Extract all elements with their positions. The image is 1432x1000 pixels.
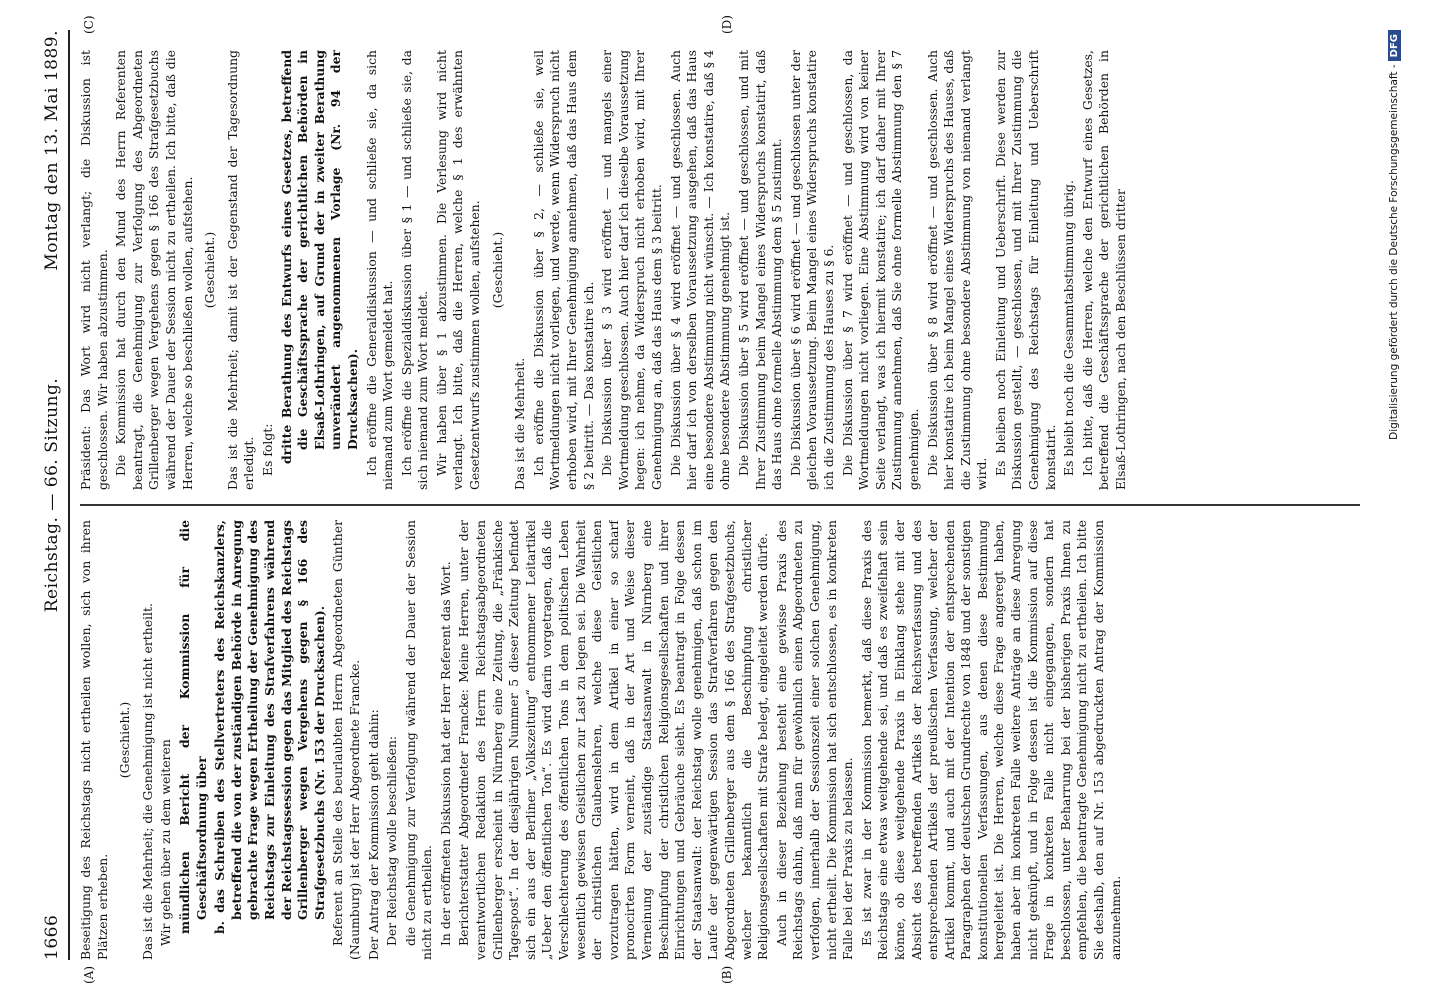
paragraph: Es folgt: [259, 423, 275, 476]
paragraph: Das ist die Mehrheit; damit ist der Gegenstand der Tagesordnung erledigt. [224, 50, 257, 490]
paragraph: Es bleibt noch die Gesammtabstimmung übrig. [1061, 180, 1077, 476]
margin-mark-b: (B) [720, 965, 734, 984]
paragraph: dritte Berathung des Entwurfs eines Gesetzes, betreffend die Geschäftssprache der gerichtlichen Behörden in Elsaß-Lothringen, auf Grund der in zweiter Berathung unverändert angenommenen Vorlage (Nr. 94 der Drucksachen). [278, 50, 360, 464]
paragraph: b. das Schreiben des Stellvertreters des Reichskanzlers, betreffend die von der zuständigen Behörde in Anregung gebrachte Frage wegen Ertheilung der Genehmigung des Reichstags zur Einleitung des Strafverfahrens während der Reichstagssession gegen das Mitglied des Reichstags Grillenberger wegen Vergehens gegen § 166 des Strafgesetzbuchs (Nr. 153 der Drucksachen). [212, 520, 327, 934]
page-number: 1666 [42, 914, 62, 960]
paragraph: Ich eröffne die Spezialdiskussion über § 1 — und schließe sie, da sich niemand zum Wort meldet. [398, 50, 431, 490]
left-column [78, 520, 1378, 960]
paragraph: Wir gehen über zu dem weiteren [158, 739, 174, 946]
paragraph: Das ist die Mehrheit; die Genehmigung ist nicht ertheilt. [139, 603, 155, 960]
paragraph: Ich eröffne die Generaldiskussion — und schließe sie, da sich niemand zum Wort gemeldet hat. [363, 50, 396, 490]
paragraph: die Genehmigung zur Verfolgung während der Dauer der Session nicht zu ertheilen. [402, 520, 435, 960]
paragraph: Die Kommission hat durch den Mund des Herrn Referenten beantragt, die Genehmigung zur Verfolgung des Abgeordneten Grillenberger wegen Vergehens gegen § 166 des Strafgesetzbuchs während der Dauer der Session nicht zu ertheilen. Ich bitte, daß die Herren, welche so beschließen wollen, aufstehen. [113, 50, 195, 490]
paragraph: Der Reichstag wolle beschließen: [384, 735, 400, 946]
paragraph: Die Diskussion über § 8 wird eröffnet — und geschlossen. Auch hier konstatire ich beim Mangel eines Widerspruchs des Hauses, daß die Zustimmung ohne besondere Abstimmung von niemand verlangt wird. [924, 50, 990, 490]
paragraph: Referent an Stelle des beurlaubten Herrn Abgeordneten Günther (Naumburg) ist der Herr Abgeordnete Francke. [330, 520, 362, 960]
paragraph: Ich eröffne die Diskussion über § 2, — schließe sie, weil Wortmeldungen nicht vorliegen, und werde, wenn Widerspruch nicht erhoben wird, mit Ihrer Genehmigung annehmen, daß das Haus dem § 2 beitritt. — Das konstatire ich. [530, 50, 596, 490]
right-column [78, 50, 1378, 490]
paragraph: Die Diskussion über § 4 wird eröffnet — und geschlossen. Auch hier darf ich von derselben Voraussetzung ausgehen, daß das Haus eine besondere Abstimmung nicht wünscht. — Ich konstatire, daß § 4 ohne besondere Abstimmung genehmigt ist. [667, 50, 733, 490]
page-header [38, 30, 70, 960]
paragraph: mündlichen Bericht der Kommission für die Geschäftsordnung über [176, 520, 209, 934]
paragraph: Wir haben über § 1 abzustimmen. Die Verlesung wird nicht verlangt. Ich bitte, daß die Herren, welche § 1 des erwähnten Gesetzentwurfs zustimmen wollen, aufstehen. [433, 50, 483, 490]
column-divider [80, 505, 1360, 507]
margin-mark-a: (A) [82, 965, 96, 984]
paragraph: Der Antrag der Kommission geht dahin: [365, 709, 381, 960]
margin-mark-d: (D) [720, 15, 734, 34]
paragraph: (Geschieht.) [489, 231, 505, 309]
session-date: Montag den 13. Mai 1889. [42, 30, 62, 271]
paragraph: Das ist die Mehrheit. [512, 357, 528, 490]
paragraph: (Geschieht.) [202, 231, 218, 309]
paragraph: Ich bitte, daß die Herren, welche den Entwurf eines Gesetzes, betreffend die Geschäftssprache der gerichtlichen Behörden in Elsaß-Lothringen, nach den Beschlüssen dritter [1079, 50, 1129, 490]
paragraph: Es ist zwar in der Kommission bemerkt, daß diese Praxis des Reichstags eine etwas weitgehende sei, und daß es zweifelhaft sein könne, ob diese weitgehende Praxis in Einklang stehe mit der Absicht des betreffenden Artikels der Reichsverfassung und des entsprechenden Artikels der preußischen Verfassung, welcher der Artikel kommt, und auch mit der Intention der entsprechenden Paragraphen der deutschen Grundrechte von 1848 und der sonstigen konstitutionellen Verfassungen, aus denen diese Bestimmung hergeleitet ist. Die Herren, welche diese Frage angeregt haben, haben aber im konkreten Falle weitere Anträge an diese Anregung nicht geknüpft, und in Folge dessen ist die Kommission auf diese Frage in konkreten Falle nicht eingegangen, sondern hat beschlossen, unter Beharrung bei der bisherigen Praxis Ihnen zu empfehlen, die beantragte Genehmigung nicht zu ertheilen. Ich bitte Sie deshalb, den auf Nr. 153 abgedruckten Antrag der Kommission anzunehmen. [858, 520, 1123, 960]
paragraph: In der eröffneten Diskussion hat der Herr Referent das Wort. [437, 561, 453, 946]
footer-credit: Digitalisierung gefördert durch die Deutsche Forschungsgemeinschaft - [1388, 64, 1400, 440]
paragraph: Berichterstatter Abgeordneter Francke: Meine Herren, unter der verantwortlichen Redaktion des Herrn Reichstagsabgeordneten Grillenberger erscheint in Nürnberg eine Zeitung, die „Fränkische Tagespost“. In der diesjährigen Nummer 5 dieser Zeitung befindet sich ein aus der Berliner „Volkszeitung“ entnommener Leitartikel „Ueber den öffentlichen Ton“. Es wird darin vorgetragen, daß die Verschlechterung des öffentlichen Tons in dem politischen Leben wesentlich gewissen Geistlichen zur Last zu legen sei. Die Wahrheit der christlichen Glaubenslehren, welche diese Geistlichen vorzutragen hätten, wird in dem Artikel in einer so scharf pronocirten Form verneint, daß in der Art und Weise dieser Verneinung der zuständige Staatsanwalt in Nürnberg eine Beschimpfung der christlichen Religionsgesellschaften und ihrer Einrichtungen und Gebräuche sieht. Es beantragt in Folge dessen der Staatsanwalt: der Reichstag wolle genehmigen, daß schon im Laufe der gegenwärtigen Session das Strafverfahren gegen den Abgeordneten Grillenberger aus dem § 166 des Strafgesetzbuchs, welcher bekanntlich die Beschimpfung christlicher Religionsgesellschaften mit Strafe belegt, eingeleitet werden dürfe. [456, 520, 771, 960]
paragraph: Die Diskussion über § 5 wird eröffnet — und geschlossen, und mit Ihrer Zustimmung beim Mangel eines Widerspruchs konstatirt, daß das Haus ohne formelle Abstimmung dem § 5 zustimmt. [735, 50, 785, 490]
paragraph: Präsident: Das Wort wird nicht verlangt; die Diskussion ist geschlossen. Wir haben abzustimmen. [78, 50, 110, 490]
paragraph: Die Diskussion über § 3 wird eröffnet — und mangels einer Wortmeldung geschlossen. Auch hier darf ich dieselbe Voraussetzung hegen: ich nehme, da Widerspruch nicht erhoben wird, mit Ihrer Genehmigung an, daß das Haus dem § 3 beitritt. [599, 50, 664, 490]
page-footer [1388, 30, 1418, 960]
paragraph: Die Diskussion über § 6 wird eröffnet — und geschlossen unter der gleichen Voraussetzung. Beim Mangel eines Widerspruchs konstatire ich die Zustimmung des Hauses zu § 6. [787, 50, 836, 490]
paragraph: Beseitigung des Reichstags nicht ertheilen wollen, sich von ihren Plätzen erheben. [78, 520, 110, 960]
paragraph: Die Diskussion über § 7 wird eröffnet — und geschlossen, da Wortmeldungen nicht vorliegen. Eine Abstimmung wird von keiner Seite verlangt, was ich hiermit konstatire; ich darf daher mit Ihrer Zustimmung annehmen, daß Sie ohne formelle Abstimmung den § 7 genehmigen. [839, 50, 921, 490]
paragraph: Es bleiben noch Einleitung und Ueberschrift. Diese werden zur Diskussion gestellt, — geschlossen, und mit Ihrer Zustimmung die Genehmigung des Reichstags für Einleitung und Ueberschrift konstatirt. [992, 50, 1058, 490]
margin-mark-c: (C) [82, 15, 96, 34]
paragraph: Auch in dieser Beziehung besteht eine gewisse Praxis des Reichstags dahin, daß man für gewöhnlich einen Abgeordneten zu verfolgen, innerhalb der Sessionszeit einer solchen Genehmigung, nicht ertheilt. Die Kommission hat sich entschlossen, es in konkreten Falle bei der Praxis zu belassen. [773, 520, 856, 960]
paragraph: (Geschieht.) [117, 701, 133, 779]
session-title: Reichstag. — 66. Sitzung. [42, 377, 62, 613]
dfg-logo: DFG [1388, 30, 1401, 61]
